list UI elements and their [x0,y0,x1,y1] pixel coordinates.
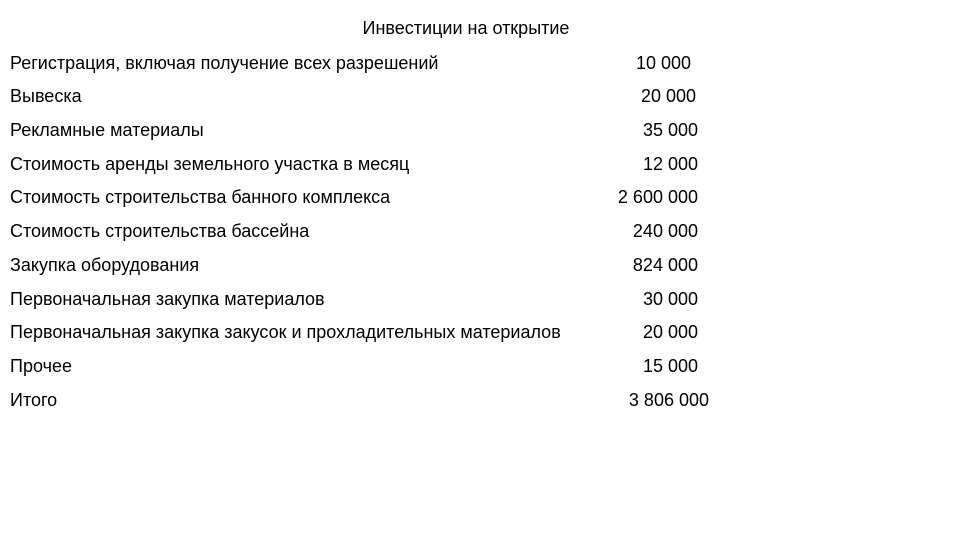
row-value: 30 000 [642,289,698,309]
row-label: Вывеска [10,86,82,106]
row-value: 3 806 000 [628,390,709,410]
slide-title: Инвестиции на открытие [362,18,570,38]
row-label: Регистрация, включая получение всех разрешений [10,53,439,73]
row-value: 20 000 [640,86,696,106]
row-value: 240 000 [632,221,698,241]
row-label: Первоначальная закупка материалов [10,289,325,309]
row-value: 10 000 [635,53,691,73]
row-value: 15 000 [642,356,698,376]
row-label: Первоначальная закупка закусок и прохладительных материалов [10,322,561,342]
row-label: Прочее [10,356,72,376]
row-value: 824 000 [632,255,698,275]
row-value: 12 000 [642,154,698,174]
row-label: Итого [10,390,58,410]
row-value: 2 600 000 [617,187,698,207]
row-label: Закупка оборудования [10,255,200,275]
row-value: 35 000 [642,120,698,140]
row-label: Стоимость строительства бассейна [10,221,310,241]
row-value: 20 000 [642,322,698,342]
row-label: Стоимость аренды земельного участка в месяц [10,154,410,174]
row-label: Стоимость строительства банного комплекса [10,187,391,207]
row-label: Рекламные материалы [10,120,204,140]
